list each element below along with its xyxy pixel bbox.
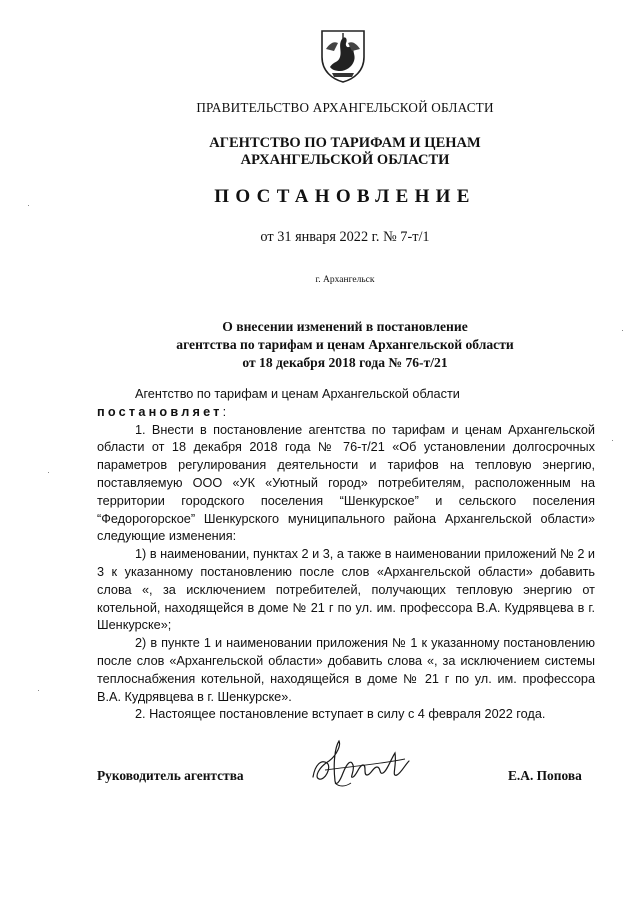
agency-name-line-2: АРХАНГЕЛЬСКОЙ ОБЛАСТИ	[240, 152, 450, 168]
scan-speck	[28, 205, 29, 206]
scan-speck	[622, 330, 623, 331]
subject-line-2: агентства по тарифам и ценам Архангельской области	[176, 337, 514, 352]
government-name: ПРАВИТЕЛЬСТВО АРХАНГЕЛЬСКОЙ ОБЛАСТИ	[196, 100, 494, 115]
document-subject	[25, 318, 640, 372]
intro-paragraph: Агентство по тарифам и ценам Архангельской области	[135, 387, 460, 401]
document-body	[97, 386, 595, 724]
coat-of-arms-icon	[318, 27, 368, 83]
decree-line	[97, 404, 595, 422]
agency-name	[25, 135, 640, 169]
item-2-paragraph: 2. Настоящее постановление вступает в силу с 4 февраля 2022 года.	[135, 707, 546, 722]
decree-word: постановляет	[97, 404, 223, 419]
scan-speck	[48, 472, 49, 473]
document-city: г. Архангельск	[315, 275, 375, 285]
signatory-name: Е.А. Попова	[508, 768, 582, 783]
handwritten-signature	[305, 737, 415, 793]
item-1-1-paragraph: 1) в наименовании, пунктах 2 и 3, а также в наименовании приложений № 2 и 3 к указанному постановлению после слов «Архангельской области» добавить слова «, за исключением потребителей, получающих тепловую энергию от котельной, находящейся в доме № 21 г по ул. им. профессора В.А. Кудрявцева в г. Шенкурске»;	[97, 547, 595, 633]
document-date-number: от 31 января 2022 г. № 7-т/1	[260, 229, 430, 245]
agency-name-line-1: АГЕНТСТВО ПО ТАРИФАМ И ЦЕНАМ	[209, 135, 481, 151]
document-type: ПОСТАНОВЛЕНИЕ	[214, 186, 476, 207]
subject-line-3: от 18 декабря 2018 года № 76-т/21	[242, 355, 448, 370]
item-1-2-paragraph: 2) в пункте 1 и наименовании приложения № 1 к указанному постановлению после слов «Архангельской области» добавить слова «, за исключением системы теплоснабжения котельной, находящейся в доме № 21 г по ул. им. профессора В.А. Кудрявцева в г. Шенкурске».	[97, 636, 595, 704]
scan-speck	[38, 690, 39, 691]
subject-line-1: О внесении изменений в постановление	[222, 319, 468, 334]
scan-speck	[612, 440, 613, 441]
signatory-title: Руководитель агентства	[97, 768, 244, 783]
decree-colon: :	[222, 404, 227, 419]
item-1-paragraph: 1. Внести в постановление агентства по тарифам и ценам Архангельской области от 18 декабря 2018 года № 76-т/21 «Об установлении долгосрочных параметров регулирования деятельности и тарифов на тепловую энергию, поставляемую ООО «УК «Уютный город» потребителям, расположенным на территории городского поселения “Шенкурское” и сельского поселения “Федорогорское” Шенкурского муниципального района Архангельской области» следующие изменения:	[97, 422, 595, 544]
